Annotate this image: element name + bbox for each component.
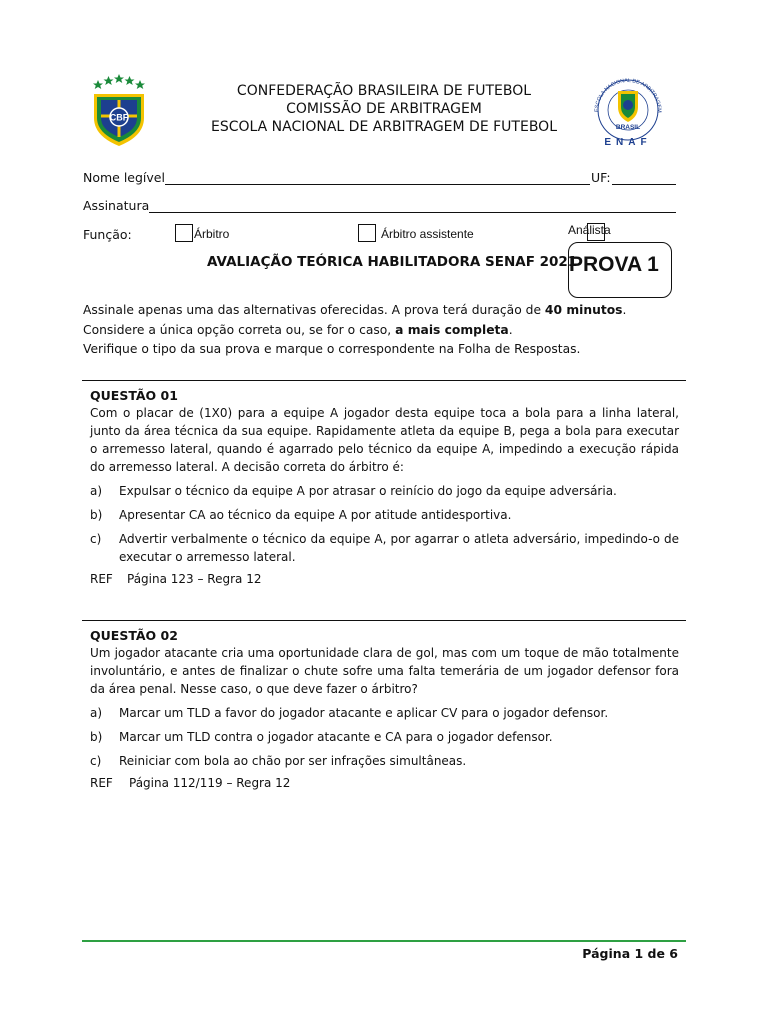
cbf-logo: [88, 74, 150, 148]
instructions: [83, 301, 676, 360]
question-heading: QUESTÃO 01: [90, 388, 178, 403]
arbitro-assistente-label: Árbitro assistente: [381, 227, 474, 241]
header-line-3: ESCOLA NACIONAL DE ARBITRAGEM DE FUTEBOL: [210, 119, 558, 135]
analista-checkbox[interactable]: [587, 223, 605, 241]
header-block: [150, 82, 618, 136]
footer-rule: [82, 940, 686, 942]
question-text: Um jogador atacante cria uma oportunidade clara de gol, mas com um toque de mão totalmente involuntário, e antes de finalizar o chute sofre uma falta temerária de um jogador defensor fora da área penal. Nesse caso, o que deve fazer o árbitro?: [90, 646, 679, 696]
question-separator: [82, 380, 686, 381]
instruction-line-2: Considere a única opção correta ou, se for o caso, a mais completa.: [83, 322, 513, 337]
instruction-line-1: Assinale apenas uma das alternativas oferecidas. A prova terá duração de 40 minutos.: [83, 303, 627, 317]
enaf-country-text: BRASIL: [615, 124, 641, 131]
signature-label: Assinatura: [83, 198, 150, 213]
enaf-acronym: ENAF: [604, 137, 652, 148]
header-line-2: COMISSÃO DE ARBITRAGEM: [286, 101, 482, 117]
exam-title: AVALIAÇÃO TEÓRICA HABILITADORA SENAF 2021: [207, 254, 578, 270]
option-c[interactable]: c) Reiniciar com bola ao chão por ser infrações simultâneas.: [90, 754, 467, 768]
arbitro-label: Árbitro: [194, 227, 230, 241]
uf-field[interactable]: [612, 184, 676, 185]
prova-label: PROVA 1: [569, 253, 659, 276]
question-text: Com o placar de (1X0) para a equipe A jogador desta equipe toca a bola para a linha lateral, junto da área técnica da sua equipe. Rapidamente atleta da equipe B, pega a bola para executar o arremesso lateral, quando é agarrado pelo técnico da equipe A, impedindo a execução rápida do arremesso lateral. A decisão correta do árbitro é:: [90, 406, 679, 474]
option-a[interactable]: a) Expulsar o técnico da equipe A por atrasar o reinício do jogo da equipe adversária.: [90, 484, 617, 498]
arbitro-checkbox[interactable]: [175, 224, 193, 242]
option-b[interactable]: b) Apresentar CA ao técnico da equipe A por atitude antidesportiva.: [90, 508, 512, 522]
question-reference: REF Página 123 – Regra 12: [90, 572, 262, 586]
page-number: Página 1 de 6: [582, 946, 678, 961]
signature-field[interactable]: [149, 212, 676, 213]
cbf-logo-text: CBF: [109, 112, 129, 123]
question-heading: QUESTÃO 02: [90, 628, 178, 643]
arbitro-assistente-checkbox[interactable]: [358, 224, 376, 242]
option-c[interactable]: c) Advertir verbalmente o técnico da equipe A, por agarrar o atleta adversário, impedindo-o de executar o arremesso lateral.: [90, 532, 679, 564]
option-a[interactable]: a) Marcar um TLD a favor do jogador atacante e aplicar CV para o jogador defensor.: [90, 706, 609, 720]
function-label: Função:: [83, 227, 132, 242]
question-2: [90, 628, 679, 790]
option-b[interactable]: b) Marcar um TLD contra o jogador atacante e CA para o jogador defensor.: [90, 730, 553, 744]
instruction-line-3: Verifique o tipo da sua prova e marque o correspondente na Folha de Respostas.: [83, 342, 581, 356]
question-reference: REF Página 112/119 – Regra 12: [90, 776, 291, 790]
name-field[interactable]: [165, 184, 590, 185]
analista-label: Análista: [568, 223, 611, 237]
header-line-1: CONFEDERAÇÃO BRASILEIRA DE FUTEBOL: [236, 83, 532, 99]
prova-box: [568, 242, 672, 298]
enaf-logo: [584, 74, 672, 148]
question-1: [90, 388, 679, 586]
uf-label: UF:: [591, 170, 611, 185]
enaf-ring-text: ESCOLA NACIONAL DE ARBITRAGEM: [593, 77, 663, 113]
name-label: Nome legível: [83, 170, 165, 185]
question-separator: [82, 620, 686, 621]
